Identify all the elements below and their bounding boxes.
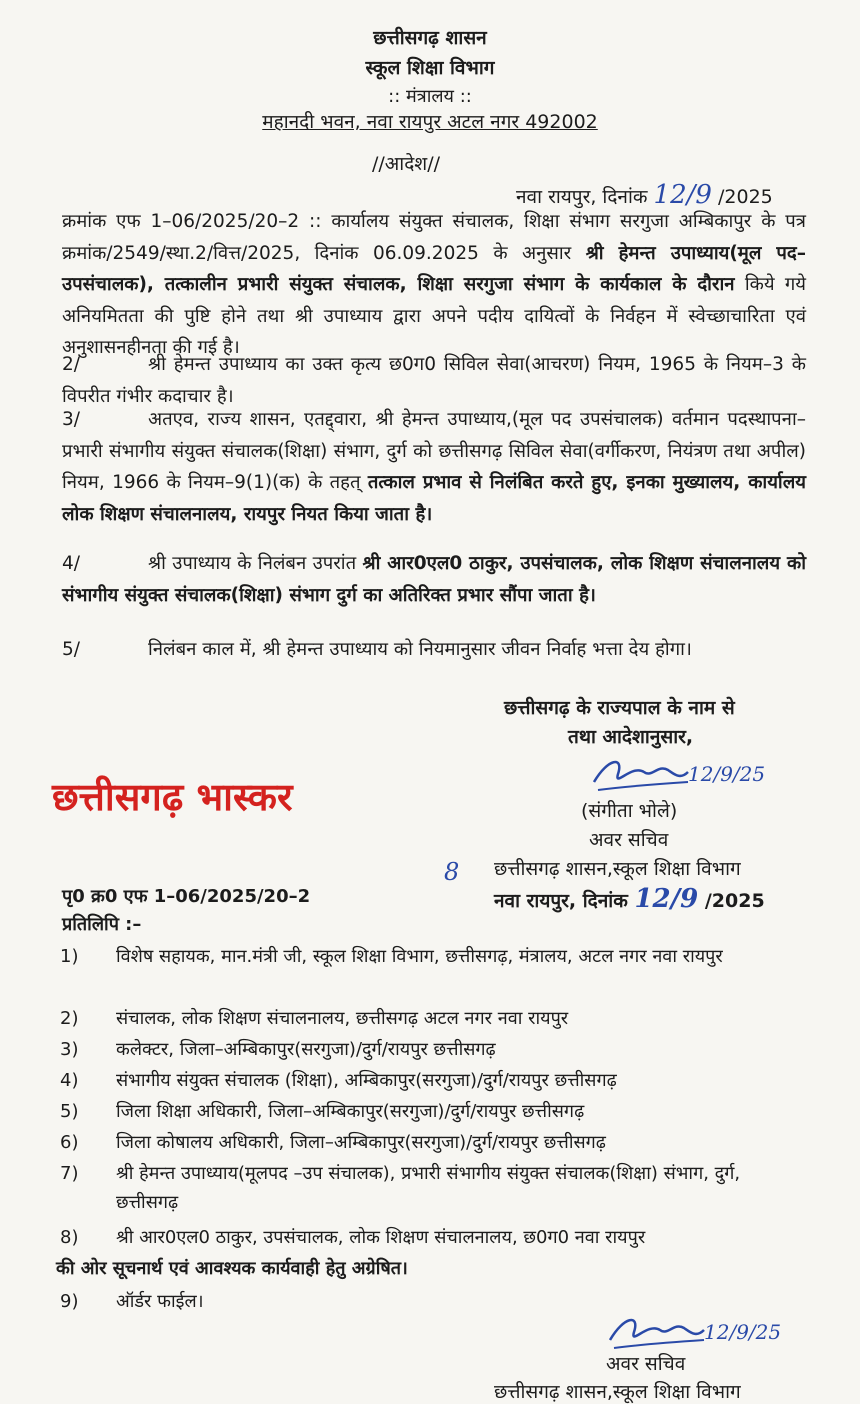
list-item-number: 6) — [60, 1132, 79, 1153]
list-item: संभागीय संयुक्त संचालक (शिक्षा), अम्बिकापुर(सरगुजा)/दुर्ग/रायपुर छत्तीसगढ़ — [116, 1070, 617, 1091]
watermark-text: छत्तीसगढ़ भास्कर — [52, 775, 293, 819]
department-name: स्कूल शिक्षा विभाग — [365, 57, 495, 79]
ministry-label: :: मंत्रालय :: — [388, 86, 472, 107]
paragraph-2: 2/ श्री हेमन्त उपाध्याय का उक्त कृत्य छ0ग0 सिविल सेवा(आचरण) नियम, 1965 के नियम–3 के विपरीत गंभीर कदाचार है। — [62, 354, 806, 407]
list-item-number: 8) — [60, 1227, 79, 1248]
list-item: श्री हेमन्त उपाध्याय(मूलपद –उप संचालक), प्रभारी संभागीय संयुक्त संचालक(शिक्षा) संभाग, दुर्ग, छत्तीसगढ़ — [116, 1163, 741, 1213]
copy-date-day: 12 — [634, 884, 671, 914]
signature-date: 12/9/25 — [688, 762, 766, 786]
list-item: जिला कोषालय अधिकारी, जिला–अम्बिकापुर(सरगुजा)/दुर्ग/रायपुर छत्तीसगढ़ — [116, 1132, 606, 1153]
signatory-department: छत्तीसगढ़ शासन,स्कूल शिक्षा विभाग — [494, 858, 741, 880]
governor-order-line: छत्तीसगढ़ के राज्यपाल के नाम से — [504, 697, 735, 719]
list-item: जिला शिक्षा अधिकारी, जिला–अम्बिकापुर(सरगुजा)/दुर्ग/रायपुर छत्तीसगढ़ — [116, 1101, 585, 1122]
copy-reference: पृ0 क्र0 एफ 1–06/2025/20–2 — [62, 886, 311, 907]
paragraph-4: 4/ श्री उपाध्याय के निलंबन उपरांत श्री आर0एल0 ठाकुर, उपसंचालक, लोक शिक्षण संचालनालय को संभागीय संयुक्त संचालक(शिक्षा) संभाग दुर्ग का अतिरिक्त प्रभार सौंपा जाता है। — [62, 553, 806, 606]
list-item: कलेक्टर, जिला–अम्बिकापुर(सरगुजा)/दुर्ग/रायपुर छत्तीसगढ़ — [116, 1039, 496, 1060]
list-item-number: 1) — [60, 946, 79, 967]
list-item: ऑर्डर फाईल। — [116, 1291, 204, 1312]
order-title: //आदेश// — [372, 153, 441, 175]
copy-date: नवा रायपुर, दिनांक 12/9 /2025 — [494, 884, 765, 914]
date-prefix: नवा रायपुर, दिनांक — [516, 186, 648, 208]
list-item-number: 5) — [60, 1101, 79, 1122]
date-day: 12 — [653, 180, 687, 210]
copy-date-month: /9 — [670, 884, 699, 914]
list-item-number: 7) — [60, 1163, 79, 1184]
list-item-number: 2) — [60, 1008, 79, 1029]
office-address: महानदी भवन, नवा रायपुर अटल नगर 492002 — [262, 111, 598, 133]
paragraph-3: 3/ अतएव, राज्य शासन, एतद्द्वारा, श्री हेमन्त उपाध्याय,(मूल पद उपसंचालक) वर्तमान पदस्थापना– प्रभारी संभागीय संयुक्त संचालक(शिक्षा) संभाग, दुर्ग को छत्तीसगढ़ सिविल सेवा(वर्गीकरण, नियंत्रण तथा अपील) नियम, 1966 के नियम–9(1)(क) के तहत् तत्काल प्रभाव से निलंबित करते हुए, इनका मुख्यालय, कार्यालय लोक शिक्षण संचालनालय, रायपुर नियत किया जाता है। — [62, 409, 806, 525]
list-item-number: 3) — [60, 1039, 79, 1060]
list-item: श्री आर0एल0 ठाकुर, उपसंचालक, लोक शिक्षण संचालनालय, छ0ग0 नवा रायपुर — [116, 1227, 646, 1248]
govt-name: छत्तीसगढ़ शासन — [373, 27, 487, 49]
list-item-number: 9) — [60, 1291, 79, 1312]
bottom-signature-date: 12/9/25 — [704, 1320, 782, 1344]
copy-label: प्रतिलिपि :– — [62, 914, 142, 935]
hand-mark: 8 — [444, 858, 460, 886]
signatory-name: (संगीता भोले) — [581, 800, 678, 822]
forward-line: की ओर सूचनार्थ एवं आवश्यक कार्यवाही हेतु अग्रेषित। — [56, 1258, 408, 1279]
list-item-number: 4) — [60, 1070, 79, 1091]
date-year: /2025 — [718, 186, 773, 208]
paragraph-1: क्रमांक एफ 1–06/2025/20–2 :: कार्यालय संयुक्त संचालक, शिक्षा संभाग सरगुजा अम्बिकापुर के पत्र क्रमांक/2549/स्था.2/वित्त/2025, दिनांक 06.09.2025 के अनुसार श्री हेमन्त उपाध्याय(मूल पद–उपसंचालक), तत्कालीन प्रभारी संयुक्त संचालक, शिक्षा सरगुजा संभाग के कार्यकाल के दौरान किये गये अनियमितता की पुष्टि होने तथा श्री उपाध्याय द्वारा अपने पदीय दायित्वों के निर्वहन में स्वेच्छाचारिता एवं अनुशासनहीनता की गई है। — [62, 211, 806, 358]
bottom-designation: अवर सचिव — [606, 1353, 686, 1375]
bottom-department: छत्तीसगढ़ शासन,स्कूल शिक्षा विभाग — [494, 1381, 741, 1403]
signatory-designation: अवर सचिव — [589, 829, 669, 851]
paragraph-5: 5/ निलंबन काल में, श्री हेमन्त उपाध्याय को नियमानुसार जीवन निर्वाह भत्ता देय होगा। — [62, 639, 692, 660]
list-item: विशेष सहायक, मान.मंत्री जी, स्कूल शिक्षा विभाग, छत्तीसगढ़, मंत्रालय, अटल नगर नवा रायपुर — [116, 946, 723, 967]
list-item: संचालक, लोक शिक्षण संचालनालय, छत्तीसगढ़ अटल नगर नवा रायपुर — [116, 1008, 569, 1029]
date-month: /9 — [686, 180, 712, 210]
by-order-line: तथा आदेशानुसार, — [568, 726, 694, 748]
